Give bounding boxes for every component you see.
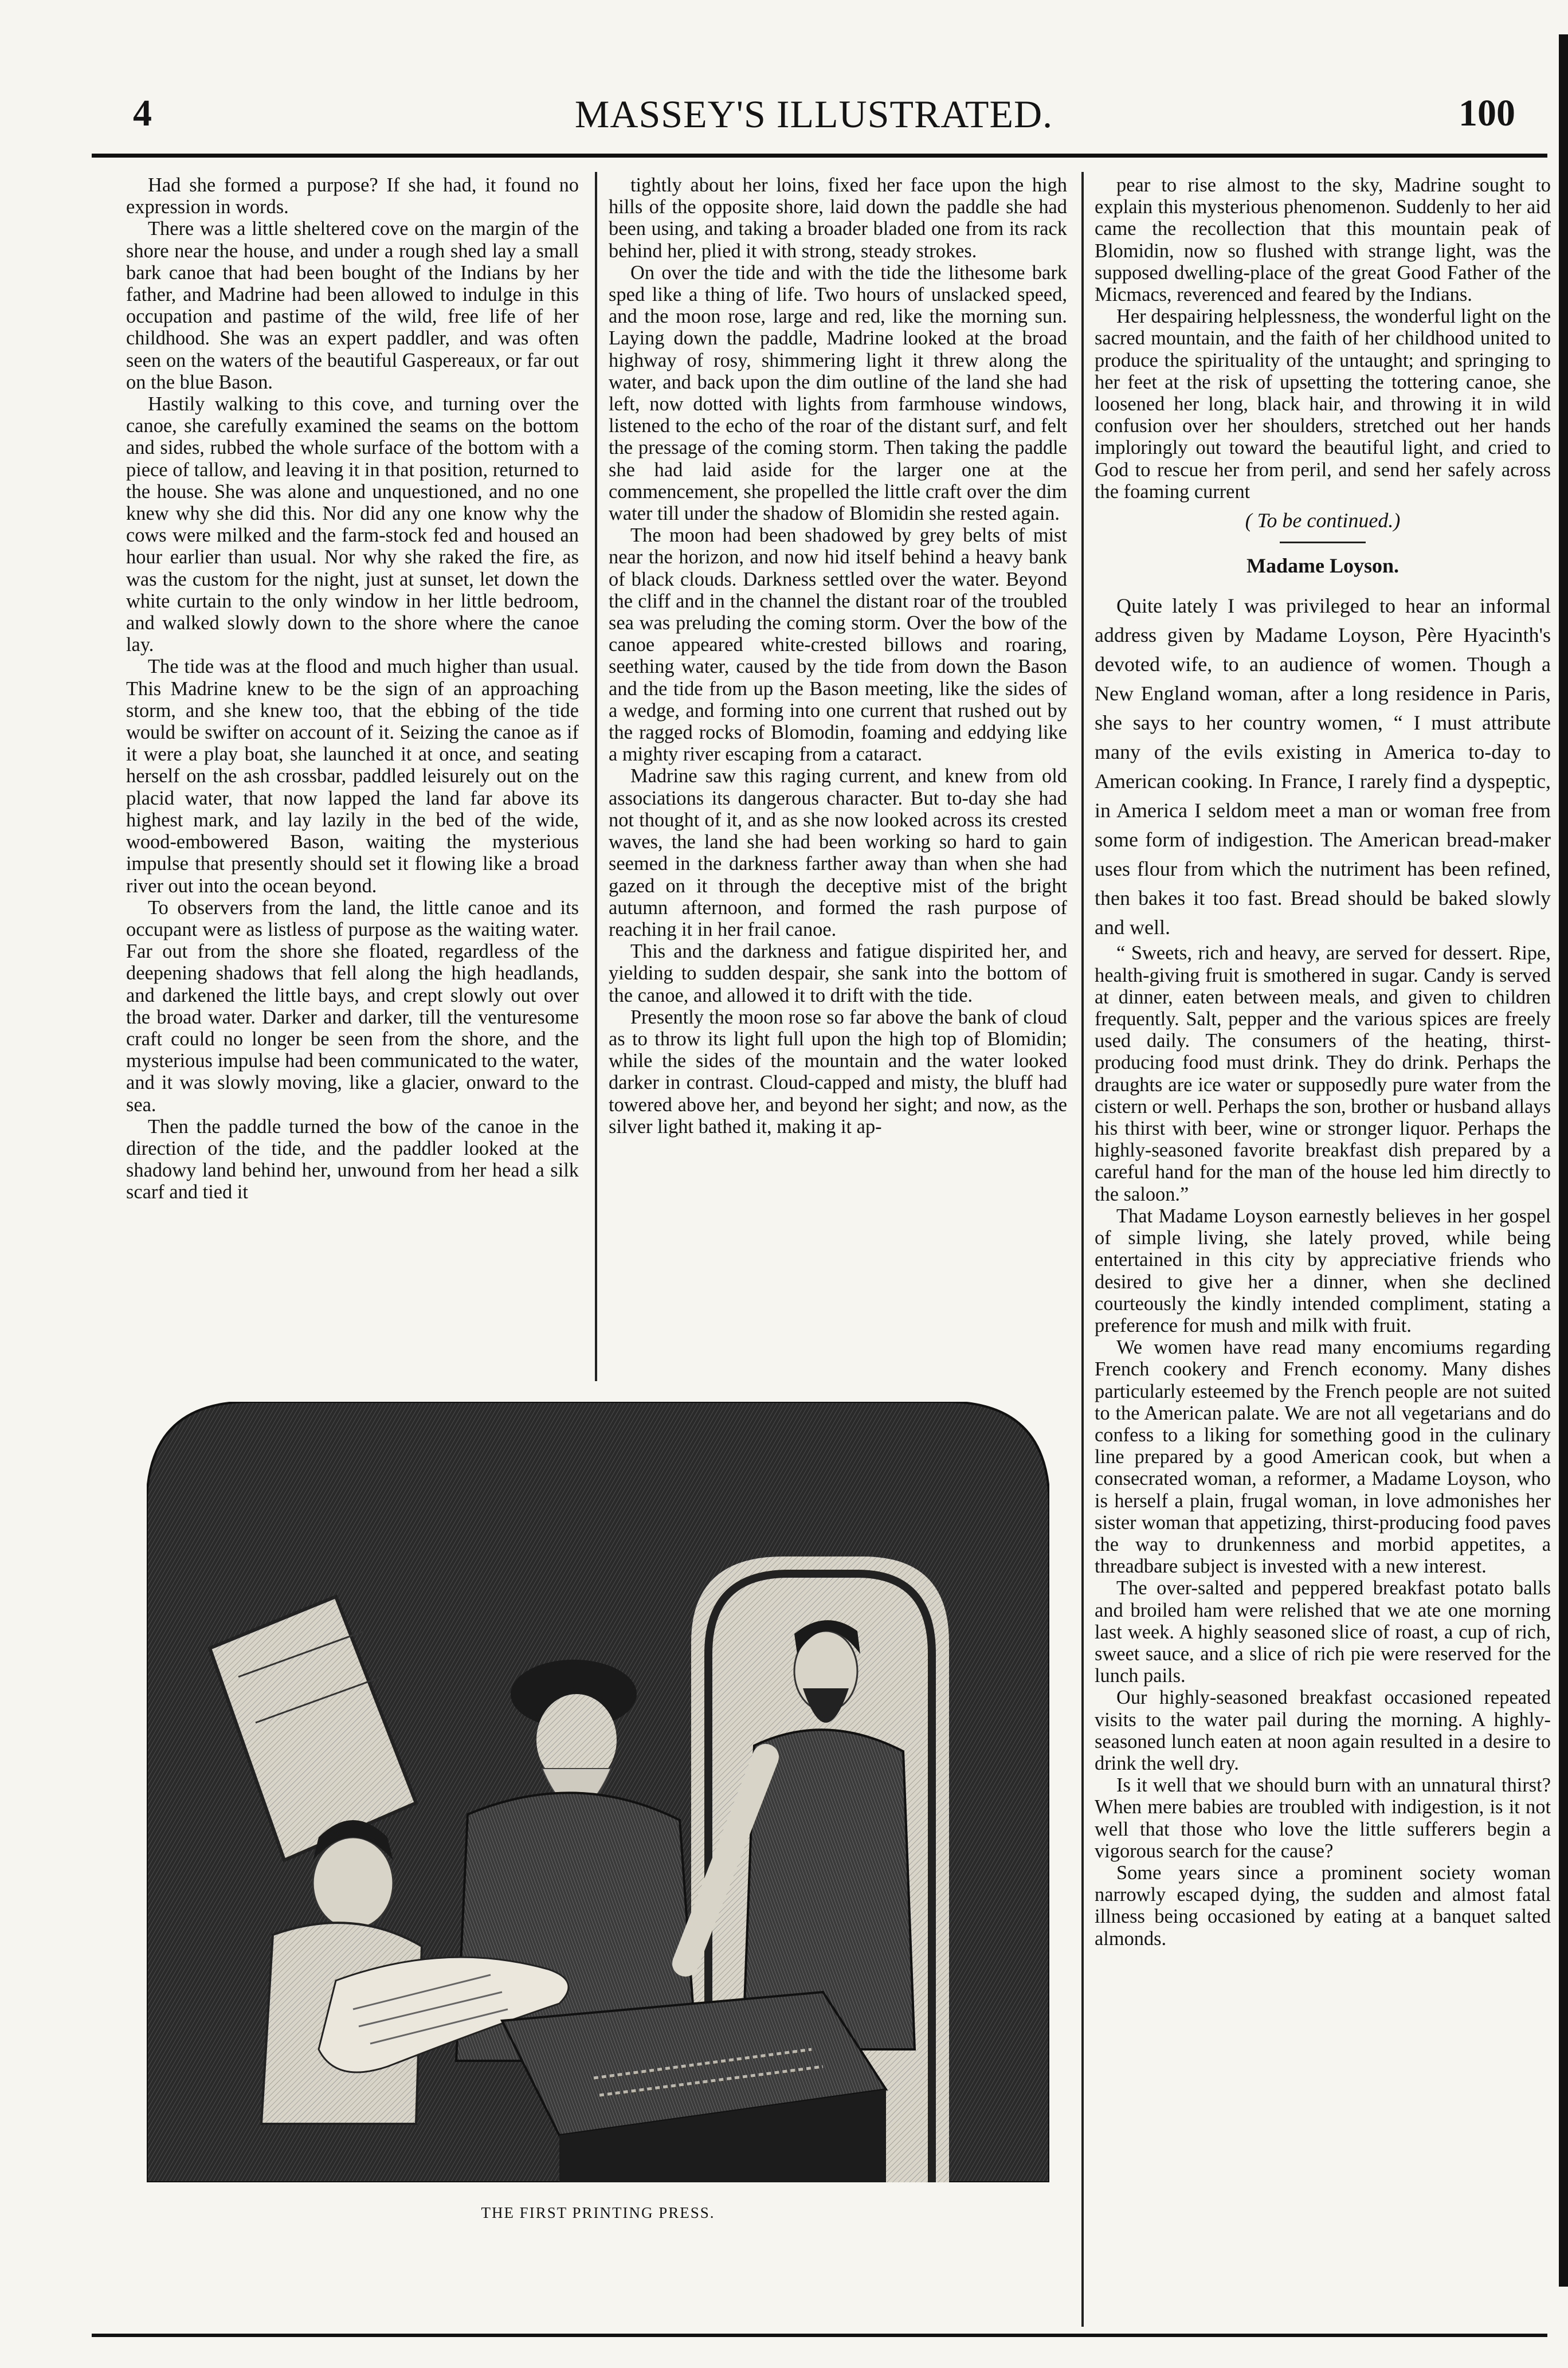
paragraph: The over-salted and peppered breakfast potato balls and broiled ham were relished that we ate one morning last week. A highly seasoned slice of roast, a cup of rich, sweet sauce, and a slice of rich pie were reserved for the lunch pails. bbox=[1095, 1577, 1551, 1687]
page-number-left: 4 bbox=[133, 92, 152, 134]
article-lead bbox=[1095, 591, 1551, 942]
header-rule bbox=[92, 154, 1547, 158]
printing-press-engraving bbox=[147, 1402, 1049, 2182]
illustration-caption: THE FIRST PRINTING PRESS. bbox=[481, 2204, 715, 2221]
paragraph: Her despairing helplessness, the wonderful light on the sacred mountain, and the faith of her childhood united to produce the spirituality of the untaught; and springing to her feet at the risk of upsetting the tottering canoe, she loosened her long, black hair, and throwing it in wild confusion over her shoulders, stretched out her hands imploringly out toward the beautiful light, and cried to God to rescue her from peril, and send her safely across the foaming current bbox=[1095, 305, 1551, 503]
page-edge-shadow bbox=[1559, 34, 1568, 2287]
article-title: Madame Loyson. bbox=[1246, 554, 1399, 578]
paragraph: The moon had been shadowed by grey belts of mist near the horizon, and now hid itself behind a heavy bank of black clouds. Darkness settled over the water. Beyond the cliff and in the channel the distant roar of the troubled sea was preluding the coming storm. Over the bow of the canoe appeared white-crested billows and roaring, seething water, caused by the tide from down the Bason and the tide from up the Bason meeting, like the sides of a wedge, and forming into one current that rushed out by the ragged rocks of Blomodin, foaming and eddying like a mighty river escaping from a cataract. bbox=[609, 524, 1067, 766]
paragraph: Is it well that we should burn with an unnatural thirst? When mere babies are troubled with indigestion, is it not well that those who love the little sufferers begin a vigorous search for the cause? bbox=[1095, 1774, 1551, 1862]
to-be-continued: ( To be continued.) bbox=[1245, 509, 1401, 532]
section-divider bbox=[1280, 542, 1366, 543]
column-divider-1 bbox=[595, 172, 597, 1381]
page-header bbox=[92, 92, 1536, 155]
paragraph: Madrine saw this raging current, and knew from old associations its dangerous character. But to-day she had not thought of it, and as she now looked across its crested waves, the land she had been working so hard to gain seemed in the darkness farther away than when she had gazed on it through the deceptive mist of the bright autumn afternoon, and formed the rash purpose of reaching it in her frail canoe. bbox=[609, 765, 1067, 940]
paragraph: Had she formed a purpose? If she had, it found no expression in words. bbox=[126, 174, 579, 218]
paragraph: “ Sweets, rich and heavy, are served for dessert. Ripe, health-giving fruit is smothered in sugar. Candy is served at dinner, eaten between meals, and given to children frequently. Salt, pepper and the various spices are freely used daily. The consumers of the heating, thirst-producing food must drink. They do drink. Perhaps the draughts are ice water or supposedly pure water from the cistern or well. Perhaps the son, brother or husband allays his thirst with beer, wine or stronger liquor. Perhaps the highly-seasoned favorite breakfast dish prepared by a careful hand for the man of the house led him directly to the saloon.” bbox=[1095, 942, 1551, 1205]
paragraph: The tide was at the flood and much higher than usual. This Madrine knew to be the sign of an approaching storm, and she knew too, that the ebbing of the tide would be swifter on account of it. Seizing the canoe as if it were a play boat, she launched it at once, and seating herself on the ash crossbar, paddled leisurely out on the placid water, that now lapped the land far above its highest mark, and lay lazily in the bed of the wide, wood-embowered Bason, waiting the mysterious impulse that presently should set it flowing like a broad river out into the ocean beyond. bbox=[126, 656, 579, 897]
column-divider-2 bbox=[1081, 172, 1084, 2327]
story-column-2 bbox=[609, 174, 1067, 1138]
footer-rule bbox=[92, 2334, 1547, 2337]
page-number-right: 100 bbox=[1459, 92, 1515, 134]
paragraph: Some years since a prominent society woman narrowly escaped dying, the sudden and almost fatal illness being occasioned by eating at a banquet salted almonds. bbox=[1095, 1861, 1551, 1950]
story-column-1 bbox=[126, 174, 579, 1203]
paragraph: This and the darkness and fatigue dispirited her, and yielding to sudden despair, she sank into the bottom of the canoe, and allowed it to drift with the tide. bbox=[609, 940, 1067, 1006]
paragraph: Then the paddle turned the bow of the canoe in the direction of the tide, and the paddler looked at the shadowy land behind her, unwound from her head a silk scarf and tied it bbox=[126, 1115, 579, 1203]
paragraph: Hastily walking to this cove, and turning over the canoe, she carefully examined the seams on the bottom and sides, rubbed the whole surface of the bottom with a piece of tallow, and leaving it in that position, returned to the house. She was alone and unquestioned, and no one knew why she did this. Nor did any one know why the cows were milked and the farm-stock fed and housed an hour earlier than usual. Nor why she raked the fire, as was the custom for the night, just at sunset, let down the white curtain to the only window in her little bedroom, and walked slowly down to the shore where the canoe lay. bbox=[126, 393, 579, 656]
paragraph: On over the tide and with the tide the lithesome bark sped like a thing of life. Two hours of unslacked speed, and the moon rose, large and red, like the morning sun. Laying down the paddle, Madrine looked at the broad highway of rosy, shimmering light it threw along the water, and back upon the dim outline of the land she had left, now dotted with lights from farmhouse windows, listened to the echo of the roar of the distant surf, and felt the pressage of the coming storm. Then taking the paddle she had laid aside for the larger one at the commencement, she propelled the little craft over the dim water till under the shadow of Blomidin she rested again. bbox=[609, 261, 1067, 525]
paragraph: Quite lately I was privileged to hear an informal address given by Madame Loyson, Père Hyacinth's devoted wife, to an audience of women. Though a New England woman, after a long residence in Paris, she says to her country women, “ I must attribute many of the evils existing in America to-day to American cooking. In France, I rarely find a dyspeptic, in America I seldom meet a man or woman free from some form of indigestion. The American bread-maker uses flour from which the nutriment has been refined, then bakes it too fast. Bread should be baked slowly and well. bbox=[1095, 594, 1551, 939]
paragraph: There was a little sheltered cove on the margin of the shore near the house, and under a rough shed lay a small bark canoe that had been bought of the Indians by her father, and Madrine had been allowed to indulge in this occupation and pastime of the wild, free life of her childhood. She was an expert paddler, and was often seen on the waters of the beautiful Gaspereaux, or far out on the blue Bason. bbox=[126, 218, 579, 393]
paragraph: tightly about her loins, fixed her face upon the high hills of the opposite shore, laid down the paddle she had been using, and taking a broader bladed one from its rack behind her, plied it with strong, steady strokes. bbox=[609, 174, 1067, 262]
paragraph: We women have read many encomiums regarding French cookery and French economy. Many dishes particularly esteemed by the French people are not suited to the American palate. We are not all vegetarians and do confess to a liking for something good in the culinary line prepared by a good American cook, but when a consecrated woman, a reformer, a Madame Loyson, who is herself a plain, frugal woman, in love admonishes her sister woman that appetizing, thirst-producing food paves the way to drunkenness and morbid appetites, a threadbare subject is invested with a new interest. bbox=[1095, 1336, 1551, 1578]
story-column-3 bbox=[1095, 174, 1551, 1950]
paragraph: That Madame Loyson earnestly believes in her gospel of simple living, she lately proved, while being entertained in this city by appreciative friends who desired to give her a dinner, when she declined courteously the kindly intended compliment, stating a preference for mush and milk with fruit. bbox=[1095, 1205, 1551, 1336]
paragraph: To observers from the land, the little canoe and its occupant were as listless of purpose as the waiting water. Far out from the shore she floated, regardless of the deepening shadows that fell along the high headlands, and darkened the little bays, and crept slowly out over the broad water. Darker and darker, till the venturesome craft could no longer be seen from the shore, and the mysterious impulse had been communicated to the water, and it was slowly moving, like a glacier, onward to the sea. bbox=[126, 896, 579, 1116]
paragraph: pear to rise almost to the sky, Madrine sought to explain this mysterious phenomenon. Suddenly to her aid came the recollection that this mountain peak of Blomidin, now so flushed with strange light, was the supposed dwelling-place of the great Good Father of the Micmacs, reverenced and feared by the Indians. bbox=[1095, 174, 1551, 306]
publication-title: MASSEY'S ILLUSTRATED. bbox=[574, 92, 1053, 136]
paragraph: Our highly-seasoned breakfast occasioned repeated visits to the water pail during the morning. A highly-seasoned lunch eaten at noon again resulted in a desire to drink the well dry. bbox=[1095, 1687, 1551, 1774]
paragraph: Presently the moon rose so far above the bank of cloud as to throw its light full upon the high top of Blomidin; while the sides of the mountain and the water looked darker in contrast. Cloud-capped and misty, the bluff had towered above her, and beyond her sight; and now, as the silver light bathed it, making it ap- bbox=[609, 1006, 1067, 1138]
